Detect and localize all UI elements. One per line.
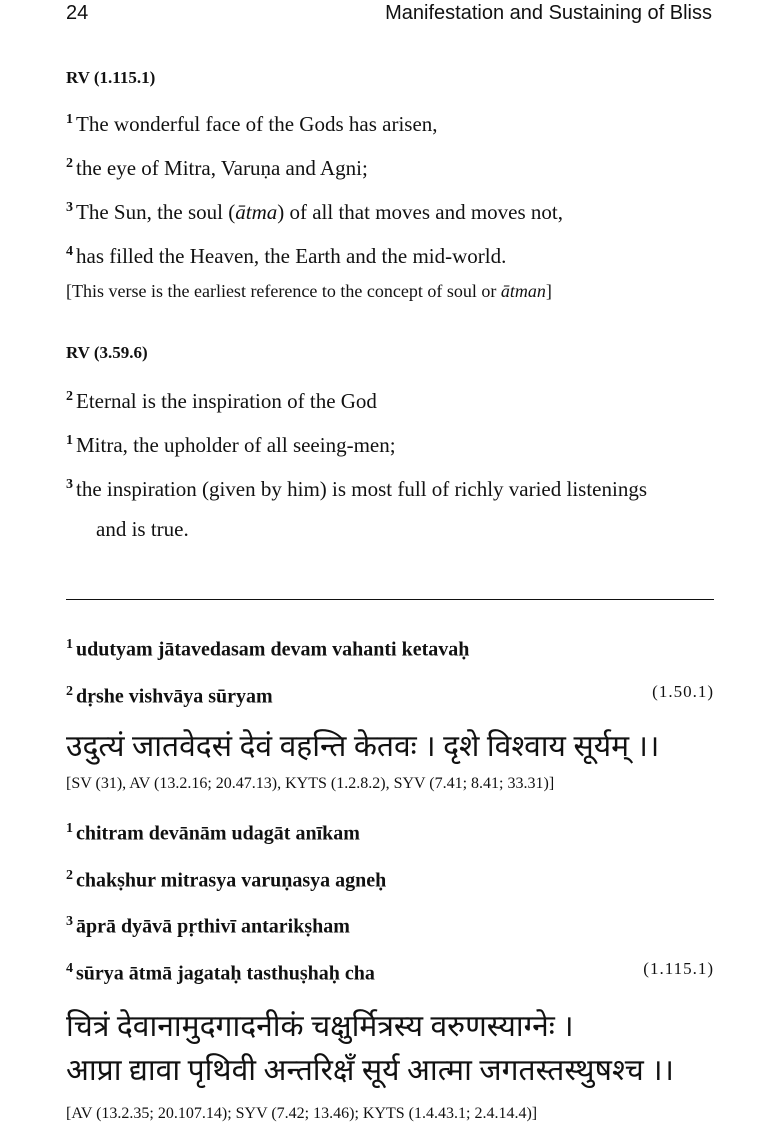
translit-line: $^3$ āprā dyāvā pṛthivī antarikṣham	[66, 914, 350, 938]
citation: [SV (31), AV (13.2.16; 20.47.13), KYTS (1.2.8.2), SYV (7.41; 8.41; 33.31)]	[66, 775, 555, 793]
verse-line: $^2$ Eternal is the inspiration of the God	[66, 389, 377, 413]
verse-reference: RV (1.115.1)	[66, 68, 156, 87]
section-rv-3-59-6	[66, 343, 714, 549]
page-number: 24	[66, 2, 89, 24]
verse-line: $^1$ The wonderful face of the Gods has arisen,	[66, 112, 438, 136]
verse-line: $^3$ The Sun, the soul (ātma) of all that moves and moves not,	[66, 200, 564, 224]
transliteration-verse-1	[66, 624, 714, 799]
translit-line: $^1$ chitram devānām udagāt anīkam	[66, 821, 360, 845]
footnote-divider	[66, 599, 714, 600]
citation: [AV (13.2.35; 20.107.14); SYV (7.42; 13.46); KYTS (1.4.43.1; 2.4.14.4)]	[66, 1104, 538, 1122]
devanagari-verse: उदुत्यं जातवेदसं देवं वहन्ति केतवः । दृशे विश्वाय सूर्यम् ।।	[66, 730, 660, 764]
translit-line: $^1$ udutyam jātavedasam devam vahanti ketavaḥ	[66, 637, 470, 661]
editorial-note: [This verse is the earliest reference to the concept of soul or ātman]	[66, 281, 552, 301]
translit-line: $^2$ dṛshe vishvāya sūryam (1.50.1)	[66, 671, 714, 718]
verse-line: $^4$ has filled the Heaven, the Earth and the mid-world.	[66, 244, 507, 268]
section-rv-1-115-1	[66, 68, 714, 306]
devanagari-verse-line: आप्रा द्यावा पृथिवी अन्तरिक्षँ सूर्य आत्मा जगतस्तस्थुषश्च ।।	[66, 1053, 674, 1087]
devanagari-verse-line: चित्रं देवानामुदगादनीकं चक्षुर्मित्रस्य वरुणस्याग्नेः ।	[66, 1009, 574, 1043]
verse-reference: RV (3.59.6)	[66, 343, 148, 362]
verse-line: $^2$ the eye of Mitra, Varuṇa and Agni;	[66, 156, 368, 180]
verse-line-continuation: and is true.	[96, 517, 189, 541]
verse-line: $^1$ Mitra, the upholder of all seeing-men;	[66, 433, 396, 457]
translit-line: $^4$ sūrya ātmā jagataḥ tasthuṣhaḥ cha (1.115.1)	[66, 948, 714, 995]
transliteration-verse-2	[66, 808, 714, 1129]
verse-number: (1.50.1)	[652, 681, 714, 701]
verse-number: (1.115.1)	[643, 958, 714, 978]
translit-line: $^2$ chakṣhur mitrasya varuṇasya agneḥ	[66, 867, 387, 892]
verse-line: $^3$ the inspiration (given by him) is most full of richly varied listenings	[66, 477, 647, 501]
running-title: Manifestation and Sustaining of Bliss	[385, 2, 712, 24]
